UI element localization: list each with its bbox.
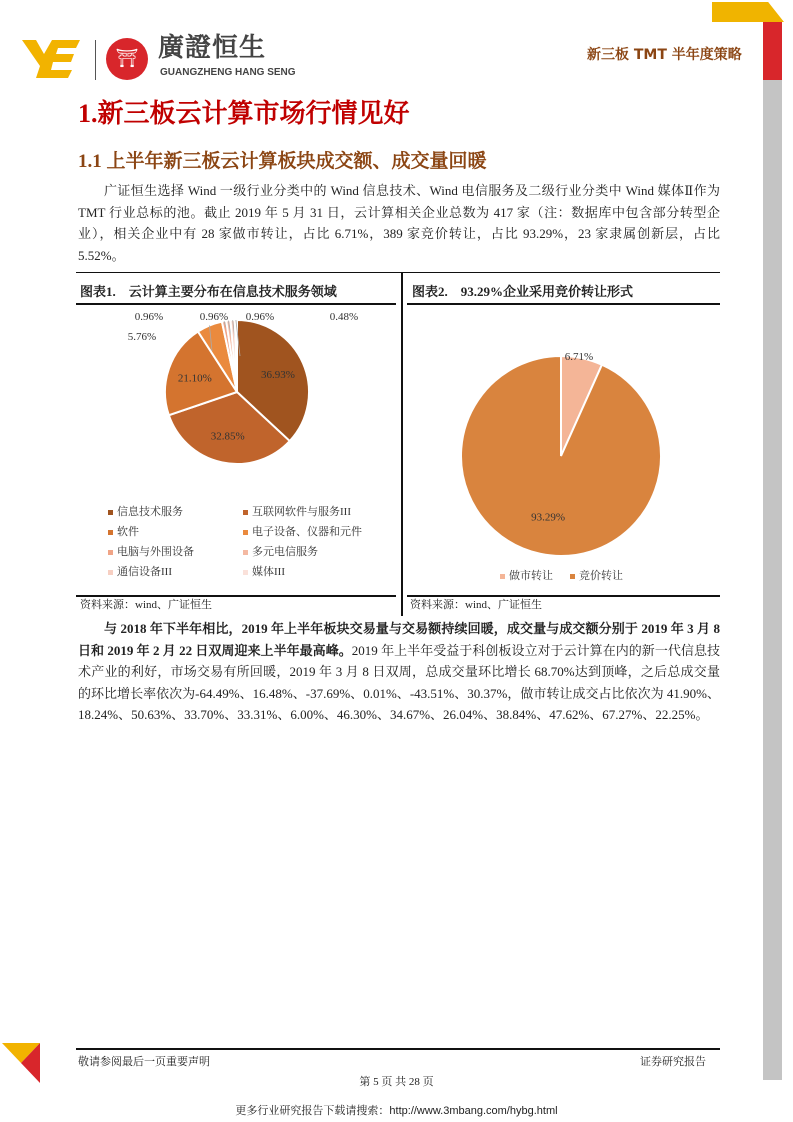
pie2-label-1: 93.29% — [531, 511, 565, 524]
analysis-lead: 与 2018 年下半年相比，2019 年上半年板块交易量与交易额持续回暖，成交量与成交额分别于 2019 年 3 月 8 日和 2019 年 2 月 22 日双周迎来上半年最高峰。 — [78, 621, 720, 658]
pie1-label-3: 5.76% — [127, 331, 157, 343]
pie1-label-0: 36.93% — [260, 369, 295, 382]
pie1-label-1: 32.85% — [210, 430, 245, 443]
footer-rule — [76, 1048, 720, 1050]
legend-item — [570, 570, 650, 583]
figure1-title-rule — [76, 303, 396, 305]
figure2-source: 资料来源：wind、广证恒生 — [410, 599, 542, 611]
legend-item — [108, 546, 243, 559]
pie1-label-6: 0.96% — [245, 311, 275, 323]
legend-swatch-icon — [243, 550, 248, 555]
side-bar-red — [763, 22, 782, 80]
intro-paragraph: 广证恒生选择 Wind 一级行业分类中的 Wind 信息技术、Wind 电信服务及二级行业分类中 Wind 媒体Ⅱ作为 TMT 行业总标的池。截止 2019 年 5 月 31 日，云计算相关企业总数为 417 家（注：数据库中包含部分转型企业），相关企业中有 28 家做市转让，占比 6.71%，389 家竞价转让，占比 93.29%，23 家隶属创新层，占比 5.52%。 — [78, 183, 720, 263]
legend-label: 互联网软件与服务III — [252, 506, 351, 518]
pie2-slice-1 — [461, 356, 661, 556]
pie1-label-2: 21.10% — [177, 372, 212, 385]
legend-swatch-icon — [570, 574, 575, 579]
legend-item — [500, 570, 570, 583]
legend-item — [243, 526, 388, 539]
figure1-source: 资料来源：wind、广证恒生 — [80, 599, 212, 611]
logo-text-en: GUANGZHENG HANG SENG — [160, 67, 296, 78]
figure2-title-rule — [407, 303, 720, 305]
pie1-legend — [108, 506, 388, 579]
figure1-title: 图表1. 云计算主要分布在信息技术服务领域 — [80, 284, 337, 299]
pie1-label-4: 0.96% — [134, 311, 164, 323]
legend-label: 信息技术服务 — [117, 506, 183, 518]
figure-top-rule — [76, 272, 720, 273]
pie1-label-5: 0.96% — [199, 311, 229, 323]
legend-swatch-icon — [108, 530, 113, 535]
legend-label: 多元电信服务 — [252, 546, 318, 558]
logo-divider — [95, 40, 96, 80]
legend-label: 做市转让 — [509, 570, 553, 582]
section-heading: 1.新三板云计算市场行情见好 — [78, 99, 410, 128]
legend-swatch-icon — [243, 530, 248, 535]
legend-label: 竞价转让 — [579, 570, 623, 582]
page-number: 第 5 页 共 28 页 — [359, 1076, 434, 1088]
pie-chart-1 — [76, 306, 396, 496]
legend-swatch-icon — [243, 570, 248, 575]
legend-label: 通信设备III — [117, 566, 172, 578]
legend-item — [243, 506, 388, 519]
promo-link[interactable]: 更多行业研究报告下载请搜索：http://www.3mbang.com/hybg.html — [235, 1105, 558, 1117]
pie2-label-0: 6.71% — [564, 351, 594, 363]
analysis-body: 2019 年上半年受益于科创板设立对于云计算在内的新一代信息技术产业的利好，市场交易有所回暖，2019 年 3 月 8 日双周，总成交量环比增长 68.70%达到顶峰，之后总成交量的环比增长率依次为-64.49%、16.48%、-37.69%、0.01%、-43.51%、30.37%，做市转让成交占比依次为 41.90%、18.24%、50.63%、33.70%、33.31%、6.00%、46.30%、34.67%、26.04%、38.84%、47.62%、67.27%、22.25%。 — [78, 642, 720, 722]
analysis-paragraph — [78, 618, 720, 726]
legend-swatch-icon — [243, 510, 248, 515]
legend-item — [243, 546, 388, 559]
legend-item — [243, 566, 388, 579]
legend-swatch-icon — [500, 574, 505, 579]
pie-chart-2 — [407, 306, 720, 556]
ye-logo-icon — [22, 40, 80, 78]
side-bar-gray — [763, 80, 782, 1080]
logo-text: 廣證恒生 — [158, 33, 267, 63]
footer-corner-logo-icon — [2, 1043, 40, 1083]
report-title: 新三板 TMT 半年度策略 — [587, 47, 742, 63]
legend-item — [108, 506, 243, 519]
legend-label: 电子设备、仪器和元件 — [252, 526, 362, 538]
pie1-label-7: 0.48% — [329, 311, 359, 323]
legend-item — [108, 566, 243, 579]
legend-swatch-icon — [108, 550, 113, 555]
footer-report-type: 证券研究报告 — [640, 1056, 706, 1068]
legend-swatch-icon — [108, 570, 113, 575]
footer-disclaimer: 敬请参阅最后一页重要声明 — [78, 1056, 210, 1068]
legend-swatch-icon — [108, 510, 113, 515]
legend-label: 软件 — [117, 526, 139, 538]
subsection-heading: 1.1 上半年新三板云计算板块成交额、成交量回暖 — [78, 151, 487, 172]
figure2-bottom-rule — [407, 595, 720, 597]
corner-tab-decoration — [712, 2, 784, 22]
legend-label: 媒体III — [252, 566, 285, 578]
figure-divider — [401, 272, 403, 616]
legend-item — [108, 526, 243, 539]
pie2-legend — [500, 570, 700, 583]
figure1-bottom-rule — [76, 595, 396, 597]
gzhs-seal-logo-icon: ⛩ — [106, 38, 148, 80]
legend-label: 电脑与外围设备 — [117, 546, 194, 558]
figure2-title: 图表2. 93.29%企业采用竞价转让形式 — [412, 284, 634, 299]
